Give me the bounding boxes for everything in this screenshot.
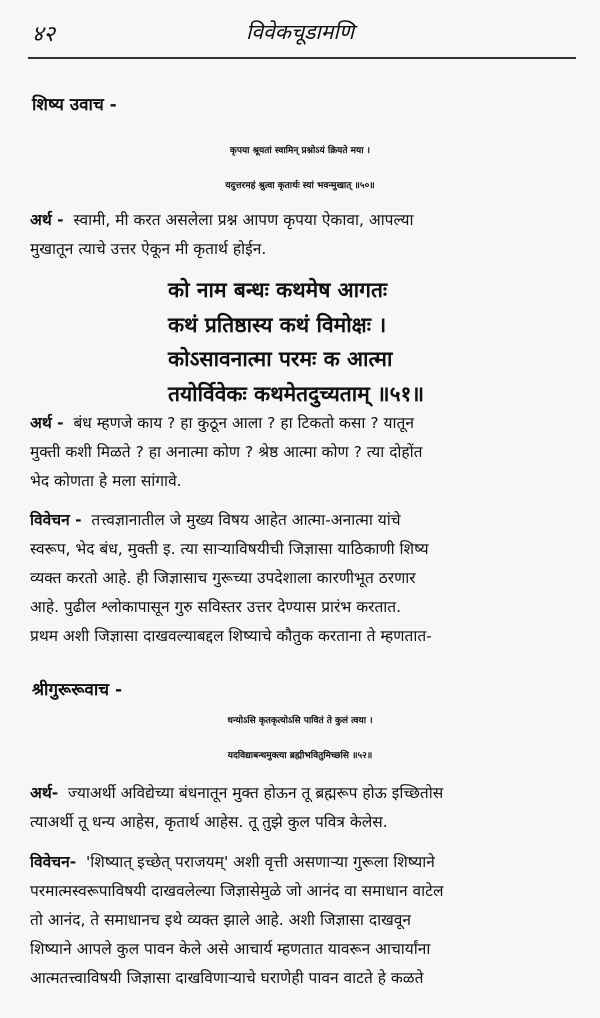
meaning-50 (30, 206, 582, 264)
meaning-line: त्याअर्थी तू धन्य आहेस, कृतार्थ आहेस. तू तुझे कुल पवित्र केलेस. (30, 813, 388, 831)
meaning-line: स्वामी, मी करत असलेला प्रश्न आपण कृपया ऐकावा, आपल्या (73, 211, 414, 229)
meaning-line: मुक्ती कशी मिळते ? हा अनात्मा कोण ? श्रेष्ठ आत्मा कोण ? त्या दोहोंत (30, 443, 423, 461)
verse-51-line-4: तयोर्विवेकः कथमेतदुच्यताम् ॥५१॥ (168, 381, 425, 406)
meaning-label: अर्थ - (30, 414, 64, 432)
verse-50-line-1: कृपया श्रूयतां स्वामिन् प्रश्नोऽयं क्रियते मया । (229, 146, 371, 156)
shishya-uvach-heading: शिष्य उवाच - (32, 95, 117, 115)
meaning-52 (30, 779, 582, 837)
vivechan-label: विवेचन- (30, 853, 77, 871)
meaning-line: ज्याअर्थी अविद्येच्या बंधनातून मुक्त होऊन तू ब्रह्मरूप होऊ इच्छितोस (68, 784, 444, 802)
vivechan-line: स्वरूप, भेद बंध, मुक्ती इ. त्या साऱ्याविषयीची जिज्ञासा याठिकाणी शिष्य (30, 540, 429, 558)
page-number: ४२ (32, 22, 55, 47)
vivechan-1 (30, 506, 582, 651)
vivechan-line: आहे. पुढील श्लोकापासून गुरु सविस्तर उत्तर देण्यास प्रारंभ करतात. (30, 598, 402, 616)
vivechan-line: प्रथम अशी जिज्ञासा दाखवल्याबद्दल शिष्याचे कौतुक करताना ते म्हणतात- (30, 627, 432, 645)
vivechan-line: तत्त्वज्ञानातील जे मुख्य विषय आहेत आत्मा-अनात्मा यांचे (91, 511, 401, 529)
verse-51-line-2: कथं प्रतिष्ठास्य कथं विमोक्षः । (168, 312, 387, 337)
verse-51-line-1: को नाम बन्धः कथमेष आगतः (168, 277, 388, 302)
verse-52-line-1: धन्योऽसि कृतकृत्योऽसि पावितं ते कुलं त्वया । (227, 716, 373, 726)
vivechan-line: तो आनंद, ते समाधानच इथे व्यक्त झाले आहे. अशी जिज्ञासा दाखवून (30, 911, 411, 929)
meaning-label: अर्थ - (30, 211, 64, 229)
verse-51-line-3: कोऽसावनात्मा परमः क आत्मा (168, 346, 393, 371)
vivechan-line: आत्मतत्त्वाविषयी जिज्ञासा दाखविणाऱ्याचे घराणेही पावन वाटते हे कळते (30, 969, 424, 987)
meaning-51 (30, 409, 582, 496)
meaning-line: भेद कोणता हे मला सांगावे. (30, 472, 182, 490)
meaning-line: मुखातून त्याचे उत्तर ऐकून मी कृतार्थ होईन. (30, 240, 267, 258)
vivechan-label: विवेचन - (30, 511, 82, 529)
meaning-label: अर्थ- (30, 784, 59, 802)
vivechan-2 (30, 848, 582, 993)
meaning-line: बंध म्हणजे काय ? हा कुठून आला ? हा टिकतो कसा ? यातून (73, 414, 414, 432)
vivechan-line: व्यक्त करतो आहे. ही जिज्ञासाच गुरूच्या उपदेशाला कारणीभूत ठरणार (30, 569, 416, 587)
verse-50-line-2: यदुत्तरमहं श्रुत्वा कृतार्थः स्यां भवन्मुखात् ॥५०॥ (225, 181, 375, 191)
running-head-title: विवेकचूडामणि (245, 20, 355, 44)
vivechan-line: शिष्याने आपले कुल पावन केले असे आचार्य म्हणतात यावरून आचार्यांना (30, 940, 431, 958)
verse-52-line-2: यदविद्याबन्धमुक्त्या ब्रह्मीभवितुमिच्छसि ॥५२॥ (227, 751, 373, 761)
vivechan-line: 'शिष्यात् इच्छेत् पराजयम्' अशी वृत्ती असणाऱ्या गुरूला शिष्याने (86, 853, 435, 871)
shriguru-uvach-heading: श्रीगुरूरूवाच - (32, 680, 123, 700)
vivechan-line: परमात्मस्वरूपाविषयी दाखवलेल्या जिज्ञासेमुळे जो आनंद वा समाधान वाटेल (30, 882, 444, 900)
header-rule (28, 57, 576, 59)
